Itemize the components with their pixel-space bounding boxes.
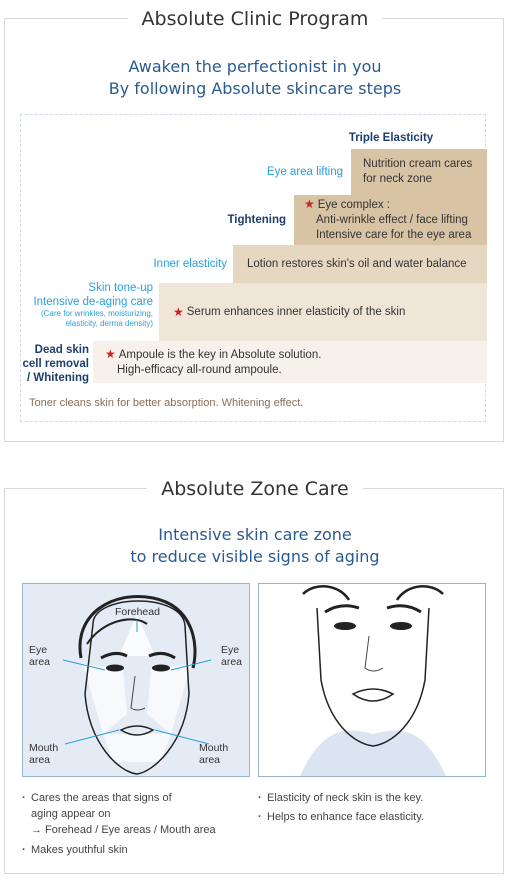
dead-line-1: Dead skin — [34, 344, 89, 356]
dead-line-2: cell removal — [22, 358, 89, 370]
clinic-program-title: Absolute Clinic Program — [0, 8, 510, 30]
left-bullet-2 — [22, 842, 252, 858]
face-illustration-left — [22, 583, 250, 777]
right-bullet-list — [258, 790, 488, 825]
tightening-label: Tightening — [227, 214, 286, 226]
step-lotion — [233, 245, 487, 283]
mouth-left-line-1: Mouth — [29, 742, 59, 754]
tone-small-line-2: elasticity, derma density) — [65, 319, 153, 328]
tone-small-line-1: (Care for wrinkles, moisturizing, — [40, 309, 153, 318]
mouth-right-line-2: area — [199, 754, 221, 766]
left-bullet-2-text: Makes youthful skin — [31, 844, 128, 856]
eye-complex-line-2: Anti-wrinkle effect / face lifting — [316, 214, 468, 226]
eye-area-left-label — [29, 644, 50, 668]
clinic-program-subtitle — [0, 56, 510, 100]
star-icon: ★ — [173, 304, 184, 319]
forehead-label: Forehead — [115, 606, 160, 618]
right-bullet-1-text: Elasticity of neck skin is the key. — [267, 792, 424, 804]
zone-subtitle-line-1: Intensive skin care zone — [158, 525, 352, 544]
star-icon: ★ — [304, 197, 315, 211]
subtitle-line-2: By following Absolute skincare steps — [108, 79, 402, 98]
eye-complex-line-1: Eye complex : — [317, 199, 390, 211]
ampoule-line-2: High-efficacy all-round ampoule. — [117, 363, 282, 376]
right-bullet-2 — [258, 809, 488, 825]
left-bullet-1-line-3: → Forehead / Eye areas / Mouth area — [31, 824, 216, 836]
mouth-right-line-1: Mouth — [199, 742, 229, 754]
mouth-area-right-label — [199, 742, 228, 766]
lotion-text: Lotion restores skin's oil and water balance — [247, 257, 467, 270]
right-bullet-2-text: Helps to enhance face elasticity. — [267, 811, 424, 823]
eye-area-right-label — [221, 644, 242, 668]
skincare-steps-chart — [20, 114, 486, 422]
left-bullet-1 — [22, 790, 252, 838]
serum-text: Serum enhances inner elasticity of the skin — [186, 305, 406, 318]
left-bullet-1-line-1: · Cares the areas that signs of — [31, 792, 172, 804]
zone-subtitle-line-2: to reduce visible signs of aging — [130, 547, 380, 566]
step-nutrition-cream — [351, 149, 487, 195]
face-illustration-right — [258, 583, 486, 777]
mouth-left-line-2: area — [29, 754, 51, 766]
eye-left-line-1: Eye — [29, 644, 48, 656]
ampoule-line-1: Ampoule is the key in Absolute solution. — [118, 348, 322, 361]
right-bullet-1 — [258, 790, 488, 806]
left-bullet-1-line-2: aging appear on — [31, 808, 111, 820]
subtitle-line-1: Awaken the perfectionist in you — [128, 57, 382, 76]
eye-complex-line-3: Intensive care for the eye area — [316, 229, 472, 241]
inner-elasticity-label: Inner elasticity — [153, 258, 227, 270]
step-serum — [159, 283, 487, 341]
tone-line-2: Intensive de-aging care — [33, 296, 153, 308]
eye-left-line-2: area — [29, 656, 51, 668]
mouth-area-left-label — [29, 742, 58, 766]
toner-text: Toner cleans skin for better absorption. Whitening effect. — [29, 397, 304, 409]
eye-right-line-2: area — [221, 656, 243, 668]
face-right-drawing — [259, 584, 486, 777]
step-ampoule — [93, 341, 487, 383]
eye-right-line-1: Eye — [221, 644, 240, 656]
nutrition-line-1: Nutrition cream cares — [363, 158, 473, 170]
left-bullet-list — [22, 790, 252, 858]
tone-line-1: Skin tone-up — [88, 282, 153, 294]
eye-area-lifting-label: Eye area lifting — [266, 166, 343, 178]
zone-care-subtitle — [0, 524, 510, 568]
dead-skin-label — [21, 343, 89, 385]
skin-tone-up-label — [23, 281, 153, 329]
step-eye-complex — [294, 195, 487, 245]
star-icon: ★ — [105, 346, 116, 361]
zone-care-title: Absolute Zone Care — [0, 478, 510, 500]
triple-elasticity-label: Triple Elasticity — [348, 132, 434, 144]
dead-line-3: / Whitening — [27, 372, 89, 384]
nutrition-line-2: for neck zone — [363, 173, 433, 185]
